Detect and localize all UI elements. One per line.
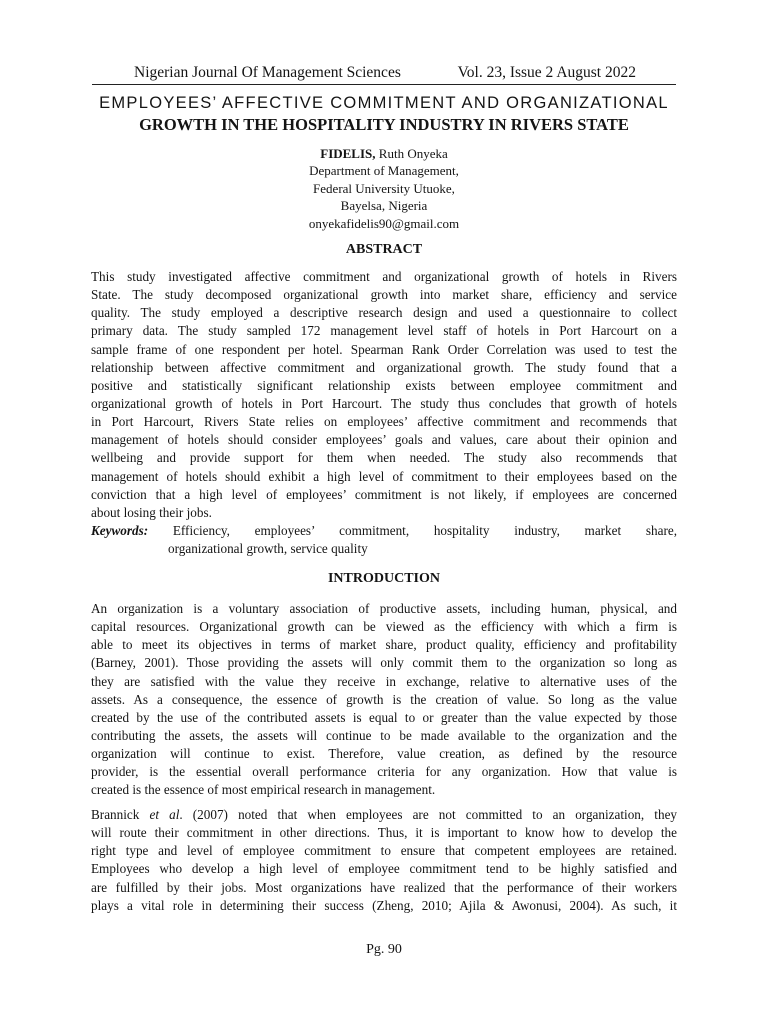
- paragraph-line: will route their commitment in other directions. Thus, it is important to know how to develop the: [91, 825, 677, 841]
- abstract-line: management of hotels should exhibit a high level of commitment to their employees based on the: [91, 468, 677, 484]
- author-location: Bayelsa, Nigeria: [340, 198, 428, 214]
- paragraph-line: plays a vital role in determining their success (Zheng, 2010; Ajila & Awonusi, 2004). As such, it: [91, 897, 677, 913]
- paragraph-line: contributing the assets, the assets will continue to be made available to the organization and the: [91, 727, 677, 743]
- introduction-heading: INTRODUCTION: [327, 571, 440, 586]
- abstract-line: primary data. The study sampled 172 management level staff of hotels in Port Harcourt on a: [91, 323, 677, 339]
- author-block: [0, 145, 768, 232]
- abstract-line: sample frame of one respondent per hotel. Spearman Rank Order Correlation was used to test the: [91, 341, 677, 357]
- abstract-line: positive and statistically significant relationship exists between employee commitment and: [91, 377, 677, 393]
- abstract-line: quality. The study employed a descriptive research design and used a questionnaire to collect: [91, 305, 677, 321]
- paragraph-line: right type and level of employee commitment to ensure that competent employees are retained.: [91, 843, 677, 859]
- abstract-line: organizational growth of hotels in Port Harcourt. The study thus concludes that growth of hotels: [91, 395, 677, 411]
- paragraph-line: capital resources. Organizational growth can be viewed as the efficiency with which a firm is: [91, 619, 677, 635]
- paragraph-line: An organization is a voluntary association of productive assets, including human, physical, and: [91, 601, 677, 616]
- volume-issue: Vol. 23, Issue 2 August 2022: [457, 64, 636, 81]
- keywords-label: Keywords:: [91, 522, 149, 538]
- paragraph-line: provider, is the essential overall performance criteria for any organization. How that value is: [91, 764, 677, 780]
- author-department: Department of Management,: [309, 163, 459, 179]
- keywords-list: Efficiency, employees’ commitment, hospitality industry, market share,: [148, 522, 677, 538]
- author-university: Federal University Utuoke,: [313, 180, 455, 196]
- paragraph-line: (Barney, 2001). Those providing the assets will only commit them to the organization so long as: [91, 655, 677, 671]
- paragraph-line: they are satisfied with the value they receive in exchange, relative to alternative uses of the: [91, 673, 677, 689]
- abstract-body: [91, 268, 677, 558]
- abstract-line: This study investigated affective commitment and organizational growth of hotels in Rivers: [91, 269, 677, 284]
- paragraph-line: assets. As a consequence, the essence of growth is the creation of value. So long as the value: [91, 691, 677, 707]
- paragraph-line: [91, 806, 677, 824]
- paragraph-line: are fulfilled by their jobs. Most organizations have realized that the performance of their workers: [91, 879, 677, 895]
- author-name: [0, 145, 768, 162]
- page-number: Pg. 90: [366, 942, 402, 957]
- abstract-line: management of hotels should consider employees’ goals and values, care about their opinion and: [91, 432, 677, 448]
- abstract-line: in Port Harcourt, Rivers State relies on employees’ affective commitment and recommends that: [91, 414, 677, 430]
- paragraph-line: organization will continue to exist. Therefore, value creation, as defined by the resource: [91, 746, 677, 762]
- citation-et-al: et al: [149, 807, 180, 822]
- paper-title-line-2: GROWTH IN THE HOSPITALITY INDUSTRY IN RIVERS STATE: [139, 115, 629, 134]
- keywords-continuation: organizational growth, service quality: [168, 541, 368, 557]
- journal-name: Nigerian Journal Of Management Sciences: [134, 64, 401, 81]
- citation-author: Brannick: [91, 807, 150, 822]
- abstract-line: wellbeing and provide support for them when needed. The study also recommends that: [91, 450, 677, 466]
- abstract-line: State. The study decomposed organizational growth into market share, efficiency and service: [91, 287, 677, 303]
- running-header: [92, 62, 676, 85]
- author-email: onyekafidelis90@gmail.com: [308, 215, 460, 231]
- author-surname: FIDELIS,: [320, 146, 376, 161]
- abstract-line: about losing their jobs.: [91, 504, 212, 520]
- abstract-line: relationship between affective commitment and organizational growth. The study found that a: [91, 359, 677, 375]
- paper-title-line-1: EMPLOYEES’ AFFECTIVE COMMITMENT AND ORGANIZATIONAL: [99, 94, 669, 112]
- paragraph-line: able to meet its objectives in terms of market share, product quality, efficiency and profitability: [91, 637, 677, 653]
- author-given-name: Ruth Onyeka: [375, 146, 448, 161]
- introduction-paragraph-1: [91, 600, 677, 800]
- paragraph-line: Employees who develop a high level of employee commitment tend to be highly satisfied and: [91, 861, 677, 877]
- abstract-heading: ABSTRACT: [345, 242, 423, 257]
- abstract-line: conviction that a high level of employees’ commitment is not likely, if employees are concerned: [91, 486, 677, 502]
- introduction-paragraph-2: [91, 806, 677, 915]
- paragraph-text: . (2007) noted that when employees are not committed to an organization, they: [179, 807, 678, 822]
- paragraph-line: created by the use of the contributed assets is equal to or greater than the value expected by those: [91, 709, 677, 725]
- keywords-line: [91, 522, 677, 540]
- paragraph-line: created is the essence of most empirical research in management.: [91, 782, 436, 798]
